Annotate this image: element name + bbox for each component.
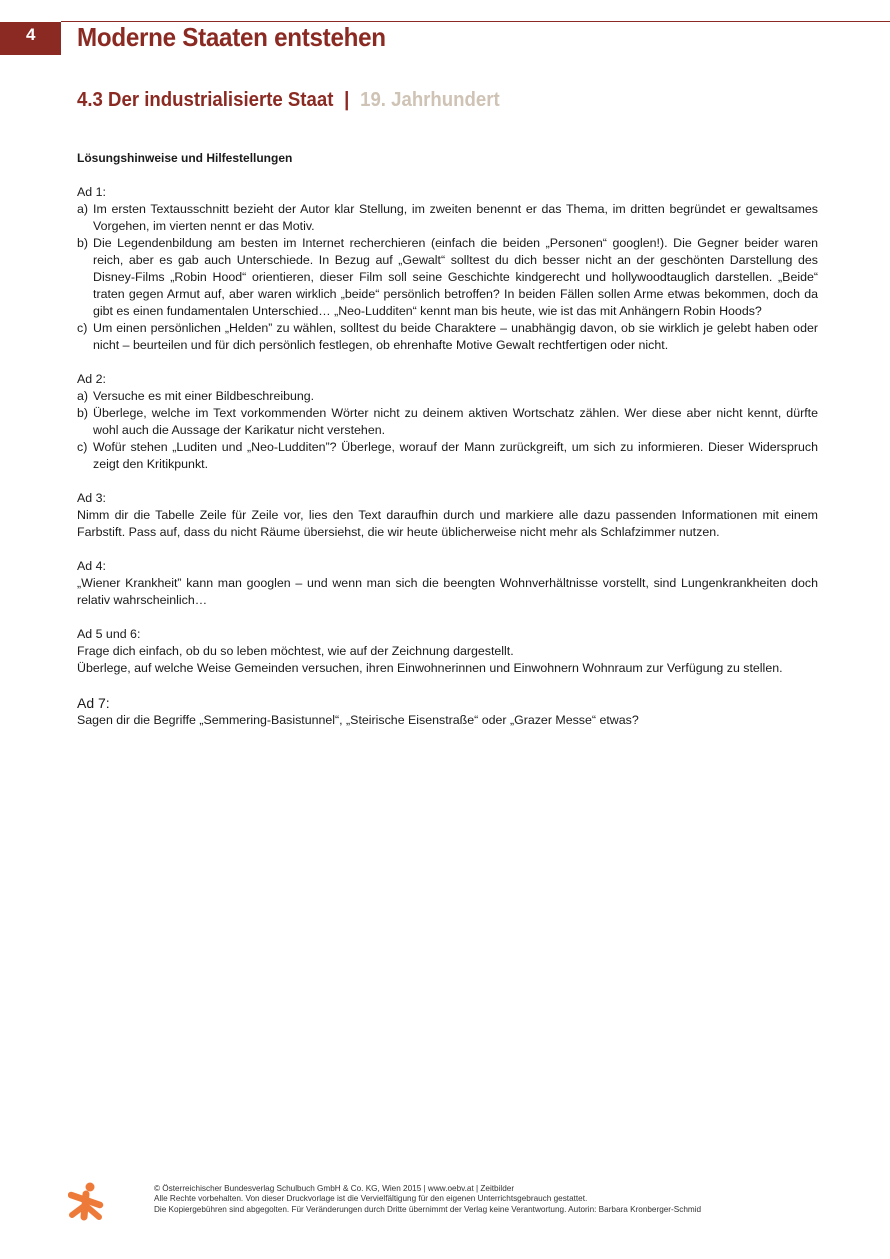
list-item — [77, 320, 818, 354]
chapter-title: Moderne Staaten entstehen — [77, 22, 386, 52]
footer-rights: Alle Rechte vorbehalten. Von dieser Druckvorlage ist die Vervielfältigung für den eigenen Unterrichtsgebrauch gestattet. — [154, 1194, 588, 1204]
ad4-text: „Wiener Krankheit” kann man googlen – und wenn man sich die beengten Wohnverhältnisse vorstellt, sind Lungenkrankheiten doch relativ wahrscheinlich… — [77, 576, 818, 607]
list-item — [77, 235, 818, 320]
ad3-block — [77, 490, 818, 541]
ad4-label: Ad 4: — [77, 559, 106, 573]
list-item — [77, 388, 818, 405]
ad2-label: Ad 2: — [77, 372, 106, 386]
item-letter: b) — [77, 406, 89, 420]
ad3-text: Nimm dir die Tabelle Zeile für Zeile vor, lies den Text daraufhin durch und markiere alle dazu passenden Informationen mit einem Farbstift. Pass auf, dass du nicht Räume übersiehst, die wir heute üblicherweise nicht mehr als Schlafzimmer nutzen. — [77, 508, 818, 539]
section-title: Der industrialisierte Staat — [108, 89, 334, 111]
item-text: Um einen persönlichen „Helden” zu wählen, solltest du beide Charaktere – unabhängig davon, ob sie wirklich je gelebt haben oder nicht – beurteilen und für dich persönlich festlegen, ob ehrenhafte Motive Gewalt rechtfertigen oder nicht. — [93, 321, 818, 352]
item-text: Versuche es mit einer Bildbeschreibung. — [93, 389, 315, 403]
ad3-label: Ad 3: — [77, 491, 106, 505]
ad56-block — [77, 626, 818, 677]
solutions-content — [77, 150, 818, 746]
ad1-block — [77, 184, 818, 354]
footer-disclaimer: Die Kopiergebühren sind abgegolten. Für Veränderungen durch Dritte übernimmt der Verlag keine Verantwortung. Autorin: Barbara Kronberger-Schmid — [154, 1204, 702, 1214]
item-letter: b) — [77, 236, 89, 250]
publisher-logo-icon — [68, 1181, 104, 1221]
list-item — [77, 439, 818, 473]
footer-copyright: © Österreichischer Bundesverlag Schulbuch GmbH & Co. KG, Wien 2015 | www.oebv.at | Zeitbilder — [154, 1184, 515, 1193]
ad7-label: Ad 7: — [77, 695, 110, 711]
ad4-block — [77, 558, 818, 609]
item-letter: c) — [77, 440, 88, 454]
item-letter: a) — [77, 202, 89, 216]
page-number: 4 — [0, 22, 61, 55]
list-item — [77, 405, 818, 439]
ad1-label: Ad 1: — [77, 185, 106, 199]
ad56-line1: Frage dich einfach, ob du so leben möchtest, wie auf der Zeichnung dargestellt. — [77, 644, 514, 658]
ad7-text: Sagen dir die Begriffe „Semmering-Basistunnel“, „Steirische Eisenstraße“ oder „Grazer Messe“ etwas? — [77, 713, 639, 727]
item-text: Überlege, welche im Text vorkommenden Wörter nicht zu deinem aktiven Wortschatz zählen. Wer diese aber nicht kennt, dürfte wohl auch die Aussage der Karikatur nicht verstehen. — [93, 406, 818, 437]
footer — [154, 1184, 701, 1215]
item-letter: c) — [77, 321, 88, 335]
solutions-heading: Lösungshinweise und Hilfestellungen — [77, 151, 293, 165]
list-item — [77, 201, 818, 235]
ad56-label: Ad 5 und 6: — [77, 627, 141, 641]
section-period: 19. Jahrhundert — [360, 89, 500, 111]
item-text: Die Legendenbildung am besten im Internet recherchieren (einfach die beiden „Personen“ googlen!). Die Gegner beider waren reich, aber es gab auch Unterschiede. In Bezug auf „Gewalt“ solltest du dich besser nicht an der geschönten Darstellung des Disney-Films „Robin Hood“ orientieren, dieser Film soll seine Geschichte kindgerecht und hollywoodtauglich darstellen. „Beide“ traten gegen Armut auf, aber waren wirklich „beide“ persönlich betroffen? In beiden Fällen sollen Arme etwas bekommen, doch da gibt es einen fundamentalen Unterschied… „Neo-Ludditen“ kennt man bis heute, wie ist das mit Anhängern Robin Hoods? — [93, 236, 818, 318]
section-heading — [77, 89, 500, 112]
section-separator: | — [344, 89, 350, 111]
item-letter: a) — [77, 389, 89, 403]
item-text: Wofür stehen „Luditen und „Neo-Ludditen”? Überlege, worauf der Mann zurückgreift, um sich zu informieren. Dieser Widerspruch zeigt den Kritikpunkt. — [93, 440, 818, 471]
ad56-line2: Überlege, auf welche Weise Gemeinden versuchen, ihren Einwohnerinnen und Einwohnern Wohnraum zur Verfügung zu stellen. — [77, 661, 783, 675]
ad7-block — [77, 694, 818, 729]
item-text: Im ersten Textausschnitt bezieht der Autor klar Stellung, im zweiten benennt er das Thema, im dritten begründet er gewaltsames Vorgehen, im vierten nennt er das Motiv. — [93, 202, 818, 233]
section-number: 4.3 — [77, 89, 103, 111]
ad2-block — [77, 371, 818, 473]
